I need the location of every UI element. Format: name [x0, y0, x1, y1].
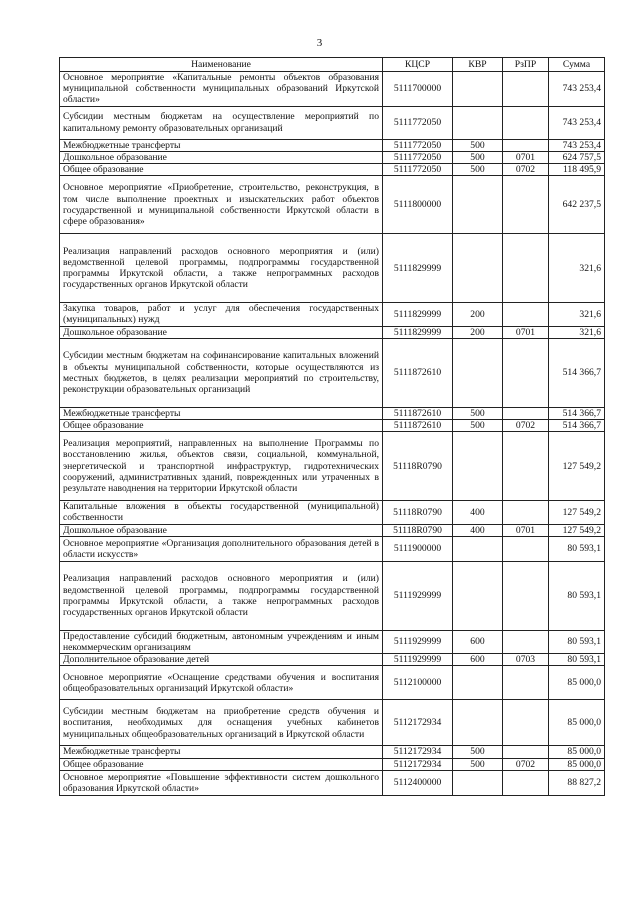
table-row — [60, 303, 605, 326]
table-row — [60, 432, 605, 501]
cell-sum: 321,6 — [549, 234, 605, 303]
cell-kvr: 600 — [453, 654, 503, 666]
cell-rzpr — [503, 700, 549, 746]
cell-kvr: 200 — [453, 303, 503, 326]
cell-kvr — [453, 770, 503, 795]
table-row — [60, 536, 605, 561]
table-body — [60, 72, 605, 796]
cell-kvr: 500 — [453, 420, 503, 432]
cell-sum: 321,6 — [549, 326, 605, 338]
cell-name: Общее образование — [60, 758, 383, 770]
table-row — [60, 176, 605, 234]
table-row — [60, 746, 605, 758]
table-row — [60, 630, 605, 653]
cell-rzpr — [503, 666, 549, 700]
cell-name: Межбюджетные трансферты — [60, 139, 383, 151]
cell-kvr — [453, 234, 503, 303]
cell-code: 5112172934 — [383, 758, 453, 770]
cell-sum: 118 495,9 — [549, 164, 605, 176]
cell-code: 51118R0790 — [383, 524, 453, 536]
table-row — [60, 758, 605, 770]
table-row — [60, 151, 605, 163]
cell-rzpr — [503, 501, 549, 524]
cell-rzpr — [503, 72, 549, 107]
cell-kvr: 600 — [453, 630, 503, 653]
cell-sum: 85 000,0 — [549, 666, 605, 700]
cell-kvr: 500 — [453, 407, 503, 419]
cell-sum: 127 549,2 — [549, 501, 605, 524]
cell-kvr: 400 — [453, 524, 503, 536]
cell-code: 5112400000 — [383, 770, 453, 795]
cell-rzpr — [503, 407, 549, 419]
cell-sum: 514 366,7 — [549, 420, 605, 432]
cell-name: Межбюджетные трансферты — [60, 407, 383, 419]
table-row — [60, 561, 605, 630]
cell-name: Дошкольное образование — [60, 151, 383, 163]
cell-rzpr: 0701 — [503, 151, 549, 163]
table-row — [60, 72, 605, 107]
cell-name: Реализация мероприятий, направленных на выполнение Программы по восстановлению жилья, объектов связи, социальной, коммунальной, энергетической и транспортной инфраструктур, гидротехнических сооружений, административных зданий, поврежденных или утраченных в результате наводнения на территории Иркутской области — [60, 432, 383, 501]
cell-name: Предоставление субсидий бюджетным, автономным учреждениям и иным некоммерческим организациям — [60, 630, 383, 653]
header-name: Наименование — [60, 58, 383, 72]
cell-sum: 80 593,1 — [549, 654, 605, 666]
cell-code: 5111772050 — [383, 106, 453, 139]
cell-kvr — [453, 561, 503, 630]
cell-rzpr: 0702 — [503, 420, 549, 432]
table-row — [60, 164, 605, 176]
cell-kvr — [453, 176, 503, 234]
cell-kvr — [453, 666, 503, 700]
cell-rzpr: 0702 — [503, 164, 549, 176]
cell-kvr: 500 — [453, 164, 503, 176]
cell-rzpr: 0703 — [503, 654, 549, 666]
cell-sum: 88 827,2 — [549, 770, 605, 795]
cell-code: 5112100000 — [383, 666, 453, 700]
cell-code: 5111872610 — [383, 420, 453, 432]
cell-name: Дополнительное образование детей — [60, 654, 383, 666]
cell-code: 5111772050 — [383, 164, 453, 176]
cell-rzpr: 0702 — [503, 758, 549, 770]
cell-code: 5111872610 — [383, 407, 453, 419]
cell-name: Основное мероприятие «Приобретение, строительство, реконструкция, в том числе выполнение проектных и изыскательских работ объектов государственной и муниципальной собственности Иркутской области в сфере образования» — [60, 176, 383, 234]
cell-sum: 85 000,0 — [549, 746, 605, 758]
cell-sum: 743 253,4 — [549, 72, 605, 107]
cell-name: Реализация направлений расходов основного мероприятия и (или) ведомственной целевой программы, подпрограммы государственной программы Иркутской области, а также непрограммных расходов государственных органов Иркутской области — [60, 234, 383, 303]
cell-kvr — [453, 72, 503, 107]
table-row — [60, 700, 605, 746]
cell-name: Дошкольное образование — [60, 524, 383, 536]
cell-kvr — [453, 700, 503, 746]
cell-rzpr: 0701 — [503, 524, 549, 536]
cell-code: 5111772050 — [383, 139, 453, 151]
cell-sum: 514 366,7 — [549, 407, 605, 419]
cell-kvr: 500 — [453, 758, 503, 770]
table-row — [60, 326, 605, 338]
page-number: 3 — [316, 37, 323, 49]
header-code: КЦСР — [383, 58, 453, 72]
cell-name: Межбюджетные трансферты — [60, 746, 383, 758]
cell-code: 5111929999 — [383, 654, 453, 666]
table-row — [60, 666, 605, 700]
cell-sum: 85 000,0 — [549, 758, 605, 770]
cell-kvr: 400 — [453, 501, 503, 524]
cell-name: Основное мероприятие «Оснащение средствами обучения и воспитания общеобразовательных организаций Иркутской области» — [60, 666, 383, 700]
cell-kvr — [453, 106, 503, 139]
table-row — [60, 234, 605, 303]
cell-kvr: 500 — [453, 151, 503, 163]
cell-name: Общее образование — [60, 164, 383, 176]
cell-code: 5111829999 — [383, 326, 453, 338]
cell-kvr — [453, 338, 503, 407]
cell-sum: 80 593,1 — [549, 630, 605, 653]
cell-code: 5111829999 — [383, 234, 453, 303]
cell-sum: 642 237,5 — [549, 176, 605, 234]
table-header — [60, 58, 605, 72]
cell-code: 5111772050 — [383, 151, 453, 163]
cell-kvr: 500 — [453, 746, 503, 758]
cell-code: 51118R0790 — [383, 501, 453, 524]
cell-name: Дошкольное образование — [60, 326, 383, 338]
cell-sum: 85 000,0 — [549, 700, 605, 746]
table-row — [60, 420, 605, 432]
header-row — [60, 58, 605, 72]
table-row — [60, 770, 605, 795]
header-sum: Сумма — [549, 58, 605, 72]
cell-sum: 743 253,4 — [549, 139, 605, 151]
cell-rzpr — [503, 432, 549, 501]
cell-name: Субсидии местным бюджетам на осуществление мероприятий по капитальному ремонту образовательных организаций — [60, 106, 383, 139]
cell-rzpr — [503, 106, 549, 139]
cell-name: Основное мероприятие «Повышение эффективности систем дошкольного образования Иркутской области» — [60, 770, 383, 795]
budget-table — [59, 57, 605, 796]
cell-name: Реализация направлений расходов основного мероприятия и (или) ведомственной целевой программы, подпрограммы государственной программы Иркутской области, а также непрограммных расходов государственных органов Иркутской области — [60, 561, 383, 630]
cell-name: Субсидии местным бюджетам на софинансирование капитальных вложений в объекты муниципальной собственности, которые осуществляются из местных бюджетов, в целях реализации мероприятий по строительству, реконструкции образовательных организаций — [60, 338, 383, 407]
cell-rzpr — [503, 234, 549, 303]
cell-rzpr — [503, 303, 549, 326]
table-row — [60, 338, 605, 407]
cell-sum: 624 757,5 — [549, 151, 605, 163]
cell-sum: 127 549,2 — [549, 432, 605, 501]
table-row — [60, 407, 605, 419]
table-row — [60, 501, 605, 524]
cell-kvr — [453, 536, 503, 561]
table-row — [60, 139, 605, 151]
cell-sum: 743 253,4 — [549, 106, 605, 139]
cell-code: 5111829999 — [383, 303, 453, 326]
cell-name: Субсидии местным бюджетам на приобретение средств обучения и воспитания, необходимых для оснащения учебных кабинетов муниципальных общеобразовательных организаций в Иркутской области — [60, 700, 383, 746]
cell-rzpr — [503, 770, 549, 795]
cell-rzpr: 0701 — [503, 326, 549, 338]
cell-code: 5111700000 — [383, 72, 453, 107]
cell-rzpr — [503, 746, 549, 758]
cell-code: 5111900000 — [383, 536, 453, 561]
cell-code: 5112172934 — [383, 746, 453, 758]
table-row — [60, 654, 605, 666]
cell-sum: 514 366,7 — [549, 338, 605, 407]
cell-name: Капитальные вложения в объекты государственной (муниципальной) собственности — [60, 501, 383, 524]
cell-rzpr — [503, 176, 549, 234]
cell-sum: 80 593,1 — [549, 561, 605, 630]
cell-kvr — [453, 432, 503, 501]
cell-rzpr — [503, 338, 549, 407]
cell-code: 5111800000 — [383, 176, 453, 234]
cell-code: 5111872610 — [383, 338, 453, 407]
cell-code: 5112172934 — [383, 700, 453, 746]
cell-name: Закупка товаров, работ и услуг для обеспечения государственных (муниципальных) нужд — [60, 303, 383, 326]
header-kvr: КВР — [453, 58, 503, 72]
table-row — [60, 106, 605, 139]
cell-sum: 80 593,1 — [549, 536, 605, 561]
cell-kvr: 500 — [453, 139, 503, 151]
cell-name: Общее образование — [60, 420, 383, 432]
header-rzpr: РзПР — [503, 58, 549, 72]
cell-name: Основное мероприятие «Организация дополнительного образования детей в области искусств» — [60, 536, 383, 561]
cell-code: 5111929999 — [383, 561, 453, 630]
cell-name: Основное мероприятие «Капитальные ремонты объектов образования муниципальной собственности муниципальных образований Иркутской области» — [60, 72, 383, 107]
cell-rzpr — [503, 139, 549, 151]
cell-code: 5111929999 — [383, 630, 453, 653]
cell-sum: 127 549,2 — [549, 524, 605, 536]
table-row — [60, 524, 605, 536]
cell-rzpr — [503, 630, 549, 653]
cell-rzpr — [503, 561, 549, 630]
cell-kvr: 200 — [453, 326, 503, 338]
cell-rzpr — [503, 536, 549, 561]
cell-code: 51118R0790 — [383, 432, 453, 501]
cell-sum: 321,6 — [549, 303, 605, 326]
